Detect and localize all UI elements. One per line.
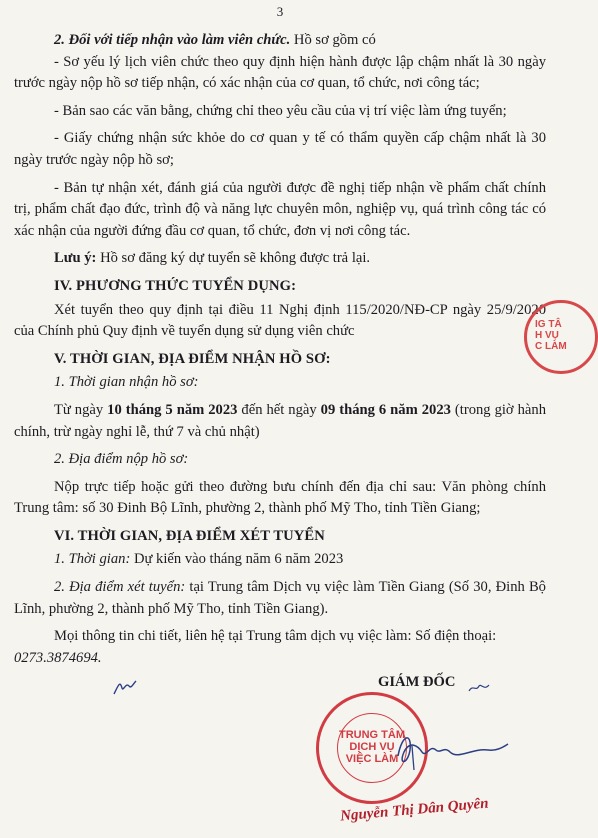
exam-place: 2. Địa điểm xét tuyển: tại Trung tâm Dịch vụ việc làm Tiền Giang (Số 30, Đinh Bộ Lĩnh, phường 2, thành phố Mỹ Tho, tỉnh Tiền Giang). [14,579,546,617]
section-5-heading: V. THỜI GIAN, ĐỊA ĐIỂM NHẬN HỒ SƠ: [54,350,331,367]
list-item: - Giấy chứng nhận sức khỏe do cơ quan y tế có thẩm quyền cấp chậm nhất là 30 ngày trước ngày nộp hồ sơ; [14,130,546,168]
list-item: - Bản tự nhận xét, đánh giá của người được đề nghị tiếp nhận về phẩm chất chính trị, phẩm chất đạo đức, trình độ và năng lực chuyên môn, nghiệp vụ, quá trình công tác có xác nhận của người đứng đầu cơ quan, tổ chức, đơn vị nơi công tác. [14,179,546,239]
signature-block [300,674,540,834]
submission-address: Nộp trực tiếp hoặc gửi theo đường bưu chính đến địa chỉ sau: Văn phòng chính Trung tâm: số 30 Đinh Bộ Lĩnh, phường 2, thành phố Mỹ Tho, tỉnh Tiền Giang; [14,478,546,517]
director-title: GIÁM ĐỐC [378,674,456,690]
list-item: - Sơ yếu lý lịch viên chức theo quy định hiện hành được lập chậm nhất là 30 ngày trước ngày nộp hồ sơ tiếp nhận, có xác nhận của cơ quan, tổ chức, nơi công tác; [14,53,546,92]
section-6-heading: VI. THỜI GIAN, ĐỊA ĐIỂM XÉT TUYỂN [54,527,325,544]
document-body [14,30,546,669]
signer-name: Nguyễn Thị Dân Quyên [339,795,490,825]
exam-time: 1. Thời gian: Dự kiến vào tháng năm 6 năm 2023 [54,551,344,568]
section-4-heading: IV. PHƯƠNG THỨC TUYỂN DỤNG: [54,277,297,294]
contact-text: Mọi thông tin chi tiết, liên hệ tại Trung tâm dịch vụ việc làm: Số điện thoại: [54,628,497,645]
receipt-time-heading: 1. Thời gian nhận hồ sơ: [54,374,199,391]
initial-scribble [112,676,138,698]
seal-text: TRUNG TÂM DỊCH VỤ VIỆC LÀM [339,729,405,765]
side-seal: IG TÂ H VỤ C LÀM [524,300,598,374]
list-item: - Bản sao các văn bằng, chứng chỉ theo yêu cầu của vị trí việc làm ứng tuyển; [54,102,507,119]
signature-icon [392,726,512,776]
title-initial-icon [468,682,490,694]
phone-number: 0273.3874694. [14,649,102,666]
section-4-text: Xét tuyển theo quy định tại điều 11 Nghị định 115/2020/NĐ-CP ngày 25/9/2020 của Chính phủ Quy định về tuyển dụng sử dụng viên chức [14,301,546,340]
section-2-heading: 2. Đối với tiếp nhận vào làm viên chức. Hồ sơ gồm có [54,32,376,48]
receipt-time-text: Từ ngày 10 tháng 5 năm 2023 đến hết ngày 09 tháng 6 năm 2023 (trong giờ hành chính, trừ ngày nghỉ lễ, thứ 7 và chủ nhật) [14,401,546,440]
submission-place-heading: 2. Địa điểm nộp hồ sơ: [54,451,189,468]
page-number: 3 [276,4,284,19]
note: Lưu ý: Hồ sơ đăng ký dự tuyển sẽ không được trả lại. [54,250,371,267]
